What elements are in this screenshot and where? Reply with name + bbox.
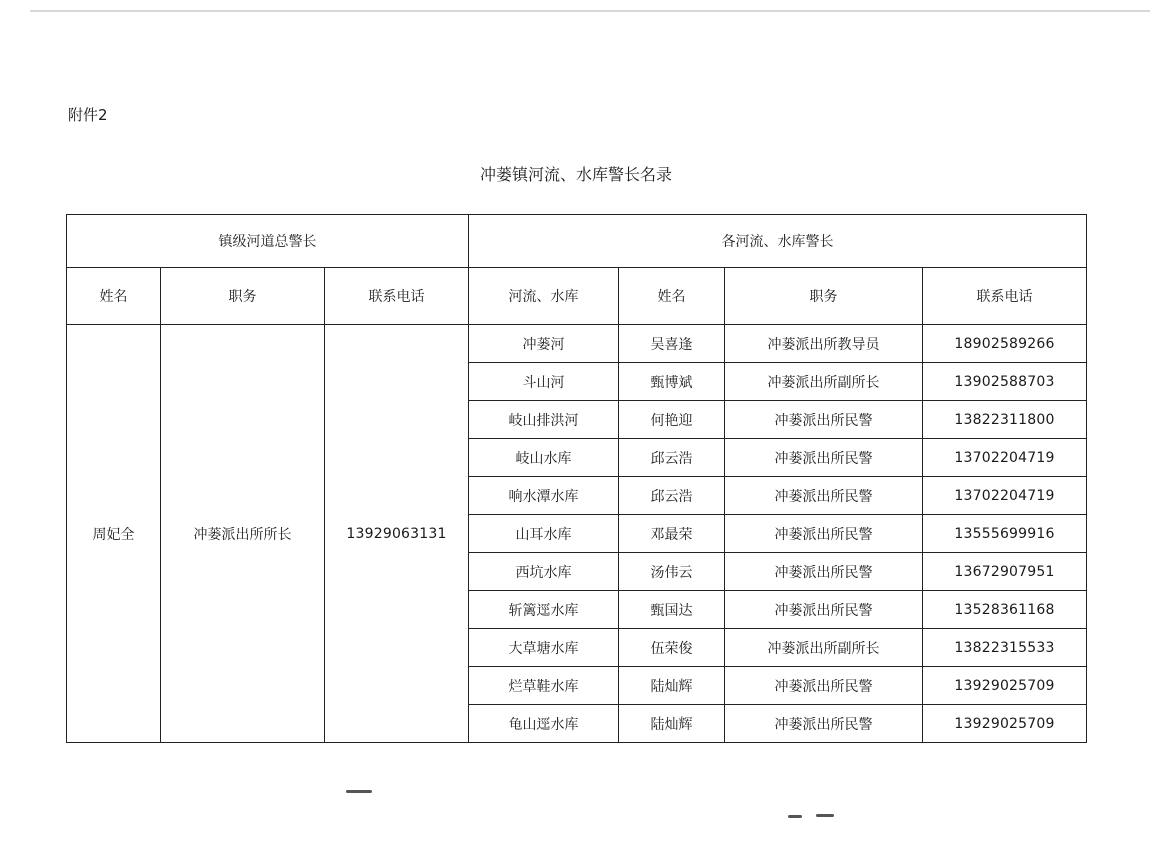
chief-phone-cell: 13702204719 xyxy=(923,477,1087,515)
column-header-position: 职务 xyxy=(161,268,325,325)
river-reservoir-cell: 大草塘水库 xyxy=(469,629,619,667)
chief-position-cell: 冲蒌派出所民警 xyxy=(725,401,923,439)
chief-position-cell: 冲蒌派出所民警 xyxy=(725,705,923,743)
chief-position-cell: 冲蒌派出所副所长 xyxy=(725,629,923,667)
scan-smudge xyxy=(816,814,834,817)
scan-edge xyxy=(30,10,1150,12)
police-chief-roster-table xyxy=(66,214,1087,743)
river-reservoir-cell: 斩篱逕水库 xyxy=(469,591,619,629)
chief-phone-cell: 13528361168 xyxy=(923,591,1087,629)
river-reservoir-cell: 岐山水库 xyxy=(469,439,619,477)
chief-name-cell: 伍荣俊 xyxy=(619,629,725,667)
chief-position-cell: 冲蒌派出所副所长 xyxy=(725,363,923,401)
chief-position-cell: 冲蒌派出所民警 xyxy=(725,439,923,477)
chief-position-cell: 冲蒌派出所民警 xyxy=(725,477,923,515)
chief-name-cell: 陆灿辉 xyxy=(619,705,725,743)
chief-name-cell: 何艳迎 xyxy=(619,401,725,439)
chief-name-cell: 邱云浩 xyxy=(619,477,725,515)
river-reservoir-cell: 西坑水库 xyxy=(469,553,619,591)
column-header-name: 姓名 xyxy=(67,268,161,325)
chief-name-cell: 甄博斌 xyxy=(619,363,725,401)
town-chief-position: 冲蒌派出所所长 xyxy=(161,325,325,743)
river-reservoir-cell: 斗山河 xyxy=(469,363,619,401)
river-reservoir-cell: 烂草鞋水库 xyxy=(469,667,619,705)
chief-phone-cell: 18902589266 xyxy=(923,325,1087,363)
group-header-row xyxy=(67,215,1087,268)
chief-name-cell: 陆灿辉 xyxy=(619,667,725,705)
chief-name-cell: 邓最荣 xyxy=(619,515,725,553)
chief-phone-cell: 13929025709 xyxy=(923,705,1087,743)
column-header-row xyxy=(67,268,1087,325)
column-header-chief-phone: 联系电话 xyxy=(923,268,1087,325)
chief-name-cell: 邱云浩 xyxy=(619,439,725,477)
river-reservoir-cell: 响水潭水库 xyxy=(469,477,619,515)
column-header-chief-position: 职务 xyxy=(725,268,923,325)
chief-phone-cell: 13672907951 xyxy=(923,553,1087,591)
scan-smudge xyxy=(346,790,372,793)
chief-name-cell: 汤伟云 xyxy=(619,553,725,591)
attachment-label: 附件2 xyxy=(68,106,108,124)
chief-phone-cell: 13822315533 xyxy=(923,629,1087,667)
river-reservoir-cell: 岐山排洪河 xyxy=(469,401,619,439)
group-header-river-chiefs: 各河流、水库警长 xyxy=(469,215,1087,268)
chief-position-cell: 冲蒌派出所民警 xyxy=(725,553,923,591)
scan-smudge xyxy=(788,815,802,818)
river-reservoir-cell: 山耳水库 xyxy=(469,515,619,553)
column-header-phone: 联系电话 xyxy=(325,268,469,325)
chief-phone-cell: 13929025709 xyxy=(923,667,1087,705)
chief-name-cell: 甄国达 xyxy=(619,591,725,629)
chief-phone-cell: 13555699916 xyxy=(923,515,1087,553)
chief-position-cell: 冲蒌派出所民警 xyxy=(725,515,923,553)
river-reservoir-cell: 冲蒌河 xyxy=(469,325,619,363)
group-header-town-chief: 镇级河道总警长 xyxy=(67,215,469,268)
column-header-chief-name: 姓名 xyxy=(619,268,725,325)
town-chief-name: 周妃全 xyxy=(67,325,161,743)
column-header-river-reservoir: 河流、水库 xyxy=(469,268,619,325)
town-chief-phone: 13929063131 xyxy=(325,325,469,743)
river-reservoir-cell: 龟山逕水库 xyxy=(469,705,619,743)
document-title: 冲蒌镇河流、水库警长名录 xyxy=(479,165,672,184)
chief-name-cell: 吴喜逢 xyxy=(619,325,725,363)
chief-phone-cell: 13902588703 xyxy=(923,363,1087,401)
chief-position-cell: 冲蒌派出所民警 xyxy=(725,591,923,629)
table-row xyxy=(67,325,1087,363)
chief-phone-cell: 13702204719 xyxy=(923,439,1087,477)
chief-position-cell: 冲蒌派出所民警 xyxy=(725,667,923,705)
chief-phone-cell: 13822311800 xyxy=(923,401,1087,439)
chief-position-cell: 冲蒌派出所教导员 xyxy=(725,325,923,363)
